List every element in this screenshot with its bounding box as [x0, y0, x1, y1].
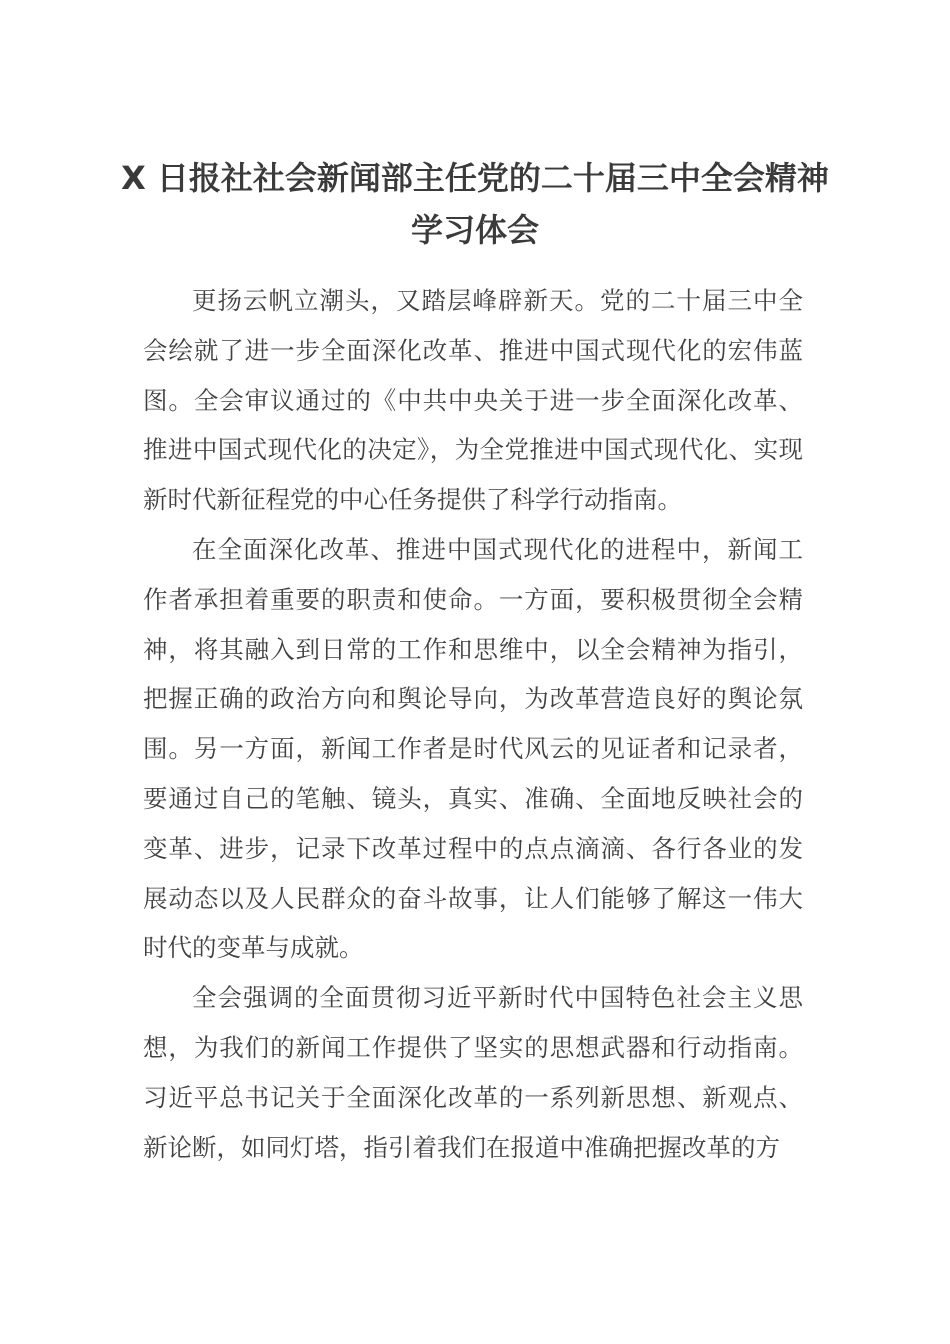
paragraph-3: 全会强调的全面贯彻习近平新时代中国特色社会主义思想，为我们的新闻工作提供了坚实的思想武器和行动指南。习近平总书记关于全面深化改革的一系列新思想、新观点、新论断，如同灯塔，指引着我们在报道中准确把握改革的方: [143, 983, 803, 1162]
document-title: X 日报社社会新闻部主任党的二十届三中全会精神学习体会: [121, 159, 829, 249]
paragraph-2: 在全面深化改革、推进中国式现代化的进程中，新闻工作者承担着重要的职责和使命。一方面，要积极贯彻全会精神，将其融入到日常的工作和思维中，以全会精神为指引，把握正确的政治方向和舆论导向，为改革营造良好的舆论氛围。另一方面，新闻工作者是时代风云的见证者和记录者，要通过自己的笔触、镜头，真实、准确、全面地反映社会的变革、进步，记录下改革过程中的点点滴滴、各行各业的发展动态以及人民群众的奋斗故事，让人们能够了解这一伟大时代的变革与成就。: [143, 534, 803, 963]
paragraph-1: 更扬云帆立潮头，又踏层峰辟新天。党的二十届三中全会绘就了进一步全面深化改革、推进中国式现代化的宏伟蓝图。全会审议通过的《中共中央关于进一步全面深化改革、推进中国式现代化的决定》，为全党推进中国式现代化、实现新时代新征程党的中心任务提供了科学行动指南。: [143, 286, 803, 515]
document-body: [143, 276, 803, 1172]
